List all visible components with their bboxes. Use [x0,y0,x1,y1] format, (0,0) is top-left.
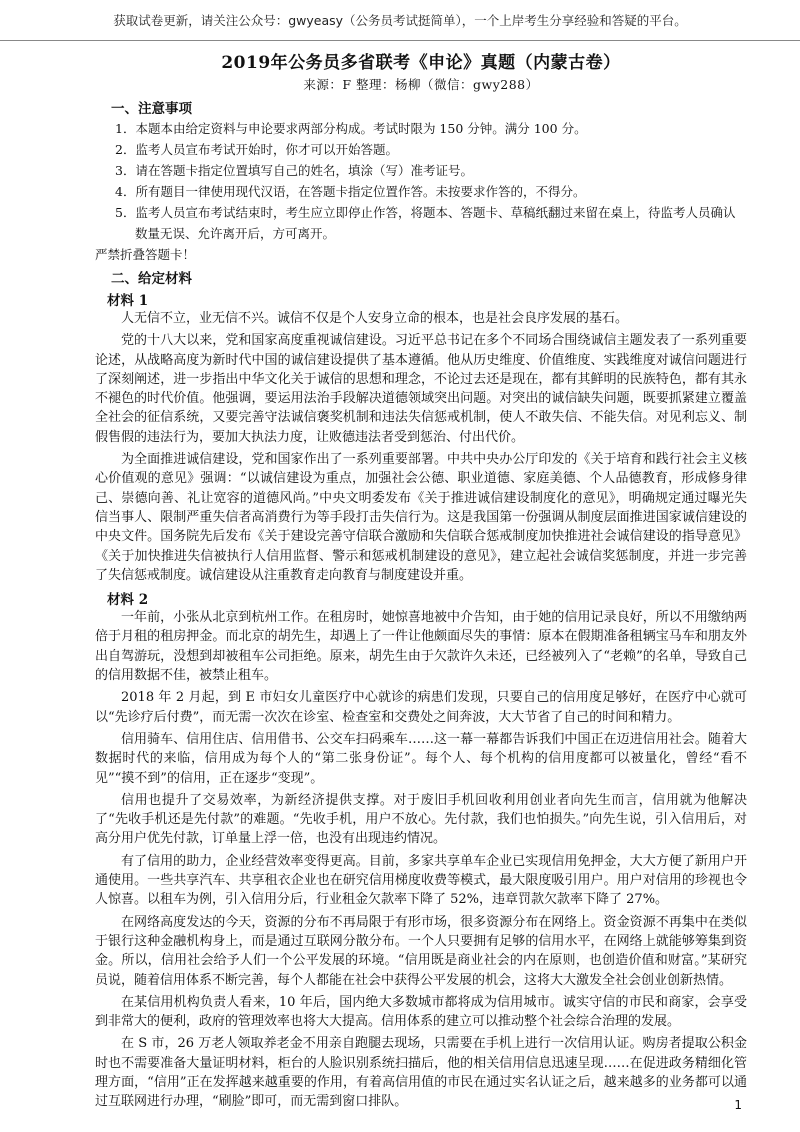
section-heading-materials: 二、给定材料 [111,271,192,287]
page-title: 2019年公务员多省联考《申论》真题（内蒙古卷） [221,53,621,73]
material-2-paragraph: 在网络高度发达的今天，资源的分布不再局限于有形市场，很多资源分布在网络上。资金资源不再集中在类似于银行这种金融机构身上，而是通过互联网分散分布。一个人只要拥有足够的信用水平，在网络上就能够筹集到资金。所以，信用社会给予人们一个公平发展的环境。“信用既是商业社会的内在原则，也创造价值和财富。”某研究员说，随着信用体系不断完善，每个人都能在社会中获得公平发展的机会，这将大大激发全社会创业创新热情。 [95,914,747,988]
material-2-paragraph: 信用骑车、信用住店、信用借书、公交车扫码乘车……这一幕一幕都告诉我们中国正在迈进信用社会。随着大数据时代的来临，信用成为每个人的“第二张身份证”。每个人、每个机构的信用度都可以被量化，曾经“看不见”“摸不到”的信用，正在逐步“变现”。 [95,731,747,786]
material-2-title: 材料 2 [107,592,149,609]
material-1-paragraph: 人无信不立，业无信不兴。诚信不仅是个人安身立命的根本，也是社会良序发展的基石。 [121,311,629,326]
document-body [95,48,747,1115]
material-2-paragraph: 在 S 市，26 万老人领取养老金不用亲自跑腿去现场，只需要在手机上进行一次信用认证。购房者提取公积金时也不需要准备大量证明材料，柜台的人脸识别系统扫描后，他的相关信用信息迅速呈现……在促进政务精细化管理方面，“信用”正在发挥越来越重要的作用，有着高信用值的市民在通过实名认证之后，越来越多的业务都可以通过互联网进行办理，“刷脸”即可，而无需到窗口排队。 [95,1036,747,1110]
material-2-paragraph: 2018 年 2 月起，到 E 市妇女儿童医疗中心就诊的病患们发现，只要自己的信用度足够好，在医疗中心就可以“先诊疗后付费”，而无需一次次在诊室、检查室和交费处之间奔波，大大节省了自己的时间和精力。 [95,690,747,725]
material-2-paragraph: 信用也提升了交易效率，为新经济提供支撑。对于废旧手机回收利用创业者向先生而言，信用就为他解决了“先收手机还是先付款”的难题。“先收手机，用户不放心。先付款，我们也怕损失。”向先生说，引入信用后，对高分用户优先付款，订单量上浮一倍，也没有出现违约情况。 [95,792,747,847]
notice-item: 4．所有题目一律使用现代汉语，在答题卡指定位置作答。未按要求作答的，不得分。 [115,184,586,199]
notice-item: 1．本题本由给定资料与申论要求两部分构成。考试时限为 150 分钟。满分 100 分。 [115,121,587,136]
section-heading-notes: 一、注意事项 [111,101,192,117]
material-2-paragraph: 有了信用的助力，企业经营效率变得更高。目前，多家共享单车企业已实现信用免押金，大大方便了新用户开通使用。一些共享汽车、共享租衣企业也在研究信用梯度收费等模式，最大限度吸引用户。用户对信用的珍视也令人惊喜。以租车为例，引入信用分后，行业租金欠款率下降了 52%，违章罚款欠款率下降了 27%。 [95,853,747,908]
notice-item: 5．监考人员宣布考试结束时，考生应立即停止作答，将题本、答题卡、草稿纸翻过来留在桌上，待监考人员确认数量无误、允许离开后，方可离开。 [115,205,736,241]
notice-list [95,118,747,265]
material-1-paragraph: 为全面推进诚信建设，党和国家作出了一系列重要部署。中共中央办公厅印发的《关于培育和践行社会主义核心价值观的意见》强调：“以诚信建设为重点，加强社会公德、职业道德、家庭美德、个人品德教育，形成修身律己、崇德向善、礼让宽容的道德风尚。”中央文明委发布《关于推进诚信建设制度化的意见》，明确规定通过曝光失信当事人、限制严重失信者高消费行为等手段打击失信行为。这是我国第一份强调从制度层面推进国家诚信建设的中央文件。国务院先后发布《关于建设完善守信联合激励和失信联合惩戒制度加快推进社会诚信建设的指导意见》《关于加快推进失信被执行人信用监督、警示和惩戒机制建设的意见》，建立起社会诚信奖惩制度，并进一步完善了失信惩戒制度。诚信建设从注重教育走向教育与制度建设并重。 [95,452,747,583]
material-2-paragraph: 在某信用机构负责人看来，10 年后，国内绝大多数城市都将成为信用城市。诚实守信的市民和商家，会享受到非常大的便利，政府的管理效率也将大大提高。信用体系的建立可以推动整个社会综合治理的发展。 [95,994,747,1030]
page-number: 1 [734,1098,742,1112]
source-line: 来源：F 整理：杨柳（微信：gwy288） [303,77,539,92]
header-notice: 获取试卷更新，请关注公众号：gwyeasy（公务员考试挺简单），一个上岸考生分享经验和答疑的平台。 [0,0,800,41]
notice-item: 2．监考人员宣布考试开始时，你才可以开始答题。 [115,142,398,157]
material-2-paragraph: 一年前，小张从北京到杭州工作。在租房时，她惊喜地被中介告知，由于她的信用记录良好，所以不用缴纳两倍于月租的租房押金。而北京的胡先生，却遇上了一件让他颇面尽失的事情：原本在假期准备租辆宝马车和朋友外出自驾游玩，没想到却被租车公司拒绝。原来，胡先生由于欠款许久未还，已经被列入了“老赖”的名单，导致自己的信用数据不佳，被禁止租车。 [95,610,747,684]
notice-tail: 严禁折叠答题卡！ [95,247,196,262]
material-1-title: 材料 1 [107,293,149,309]
material-1-paragraph: 党的十八大以来，党和国家高度重视诚信建设。习近平总书记在多个不同场合围绕诚信主题发表了一系列重要论述，从战略高度为新时代中国的诚信建设提供了基本遵循。他从历史维度、价值维度、实践维度对诚信问题进行了深刻阐述，进一步指出中华文化关于诚信的思想和理念，不论过去还是现在，都有其鲜明的民族特色，都有其永不褪色的时代价值。他强调，要运用法治手段解决道德领域突出问题。对突出的诚信缺失问题，既要抓紧建立覆盖全社会的征信系统，又要完善守法诚信褒奖机制和违法失信惩戒机制，使人不敢失信、不能失信。对见利忘义、制假售假的违法行为，要加大执法力度，让败德违法者受到惩治、付出代价。 [95,333,747,445]
notice-item: 3．请在答题卡指定位置填写自己的姓名，填涂（写）准考证号。 [115,163,473,178]
